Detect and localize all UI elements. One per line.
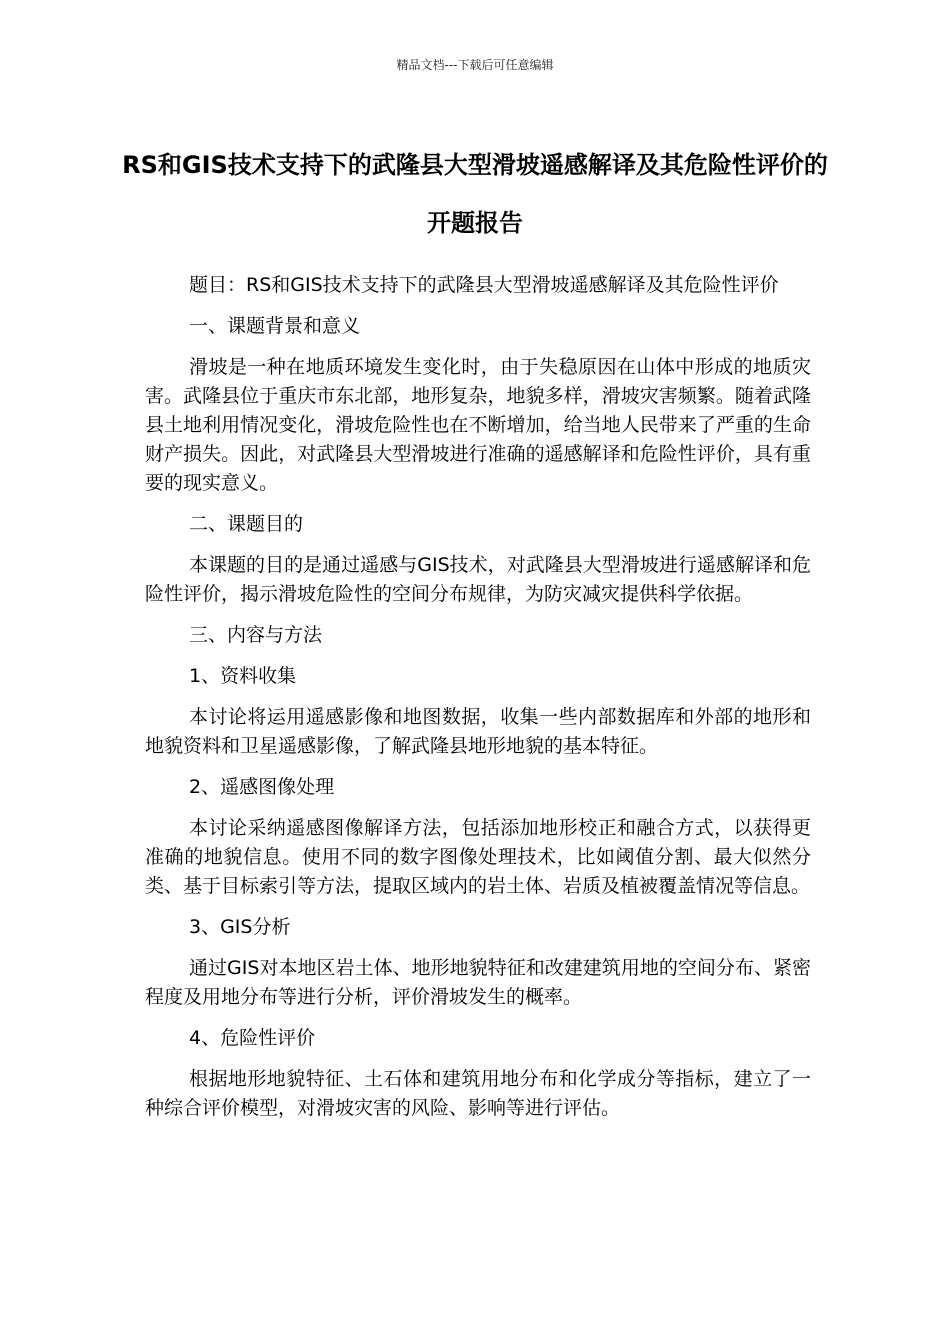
topic-line: 题目：RS和GIS技术支持下的武隆县大型滑坡遥感解译及其危险性评价 — [189, 274, 779, 296]
document-title: RS和GIS技术支持下的武隆县大型滑坡遥感解译及其危险性评价的开题报告 — [122, 151, 828, 237]
paragraph-background: 滑坡是一种在地质环境发生变化时，由于失稳原因在山体中形成的地质灾害。武隆县位于重庆市东北部，地形复杂，地貌多样，滑坡灾害频繁。随着武隆县土地利用情况变化，滑坡危险性也在不断增加，给当地人民带来了严重的生命财产损失。因此，对武隆县大型滑坡进行准确的遥感解译和危险性评价，具有重要的现实意义。 — [145, 356, 811, 494]
section-heading-content-methods: 三、内容与方法 — [189, 624, 323, 646]
subheading-risk-assessment: 4、危险性评价 — [189, 1027, 316, 1049]
subheading-data-collection: 1、资料收集 — [189, 665, 297, 687]
section-heading-background: 一、课题背景和意义 — [189, 315, 361, 337]
paragraph-risk-assessment: 根据地形地貌特征、土石体和建筑用地分布和化学成分等指标，建立了一种综合评价模型，对滑坡灾害的风险、影响等进行评估。 — [145, 1068, 811, 1119]
document-body — [145, 271, 811, 1135]
paragraph-data-collection: 本讨论将运用遥感影像和地图数据，收集一些内部数据库和外部的地形和地貌资料和卫星遥感影像，了解武隆县地形地貌的基本特征。 — [145, 706, 811, 757]
paragraph-purpose: 本课题的目的是通过遥感与GIS技术，对武隆县大型滑坡进行遥感解译和危险性评价，揭示滑坡危险性的空间分布规律，为防灾减灾提供科学依据。 — [145, 554, 811, 605]
section-heading-purpose: 二、课题目的 — [189, 513, 304, 535]
page-header: 精品文档---下载后可任意编辑 — [396, 58, 554, 72]
paragraph-gis-analysis: 通过GIS对本地区岩土体、地形地貌特征和改建建筑用地的空间分布、紧密程度及用地分布等进行分析，评价滑坡发生的概率。 — [145, 957, 811, 1008]
subheading-image-processing: 2、遥感图像处理 — [189, 776, 335, 798]
paragraph-image-processing: 本讨论采纳遥感图像解译方法，包括添加地形校正和融合方式，以获得更准确的地貌信息。使用不同的数字图像处理技术，比如阈值分割、最大似然分类、基于目标索引等方法，提取区域内的岩土体、岩质及植被覆盖情况等信息。 — [145, 817, 811, 897]
subheading-gis-analysis: 3、GIS分析 — [189, 916, 291, 938]
